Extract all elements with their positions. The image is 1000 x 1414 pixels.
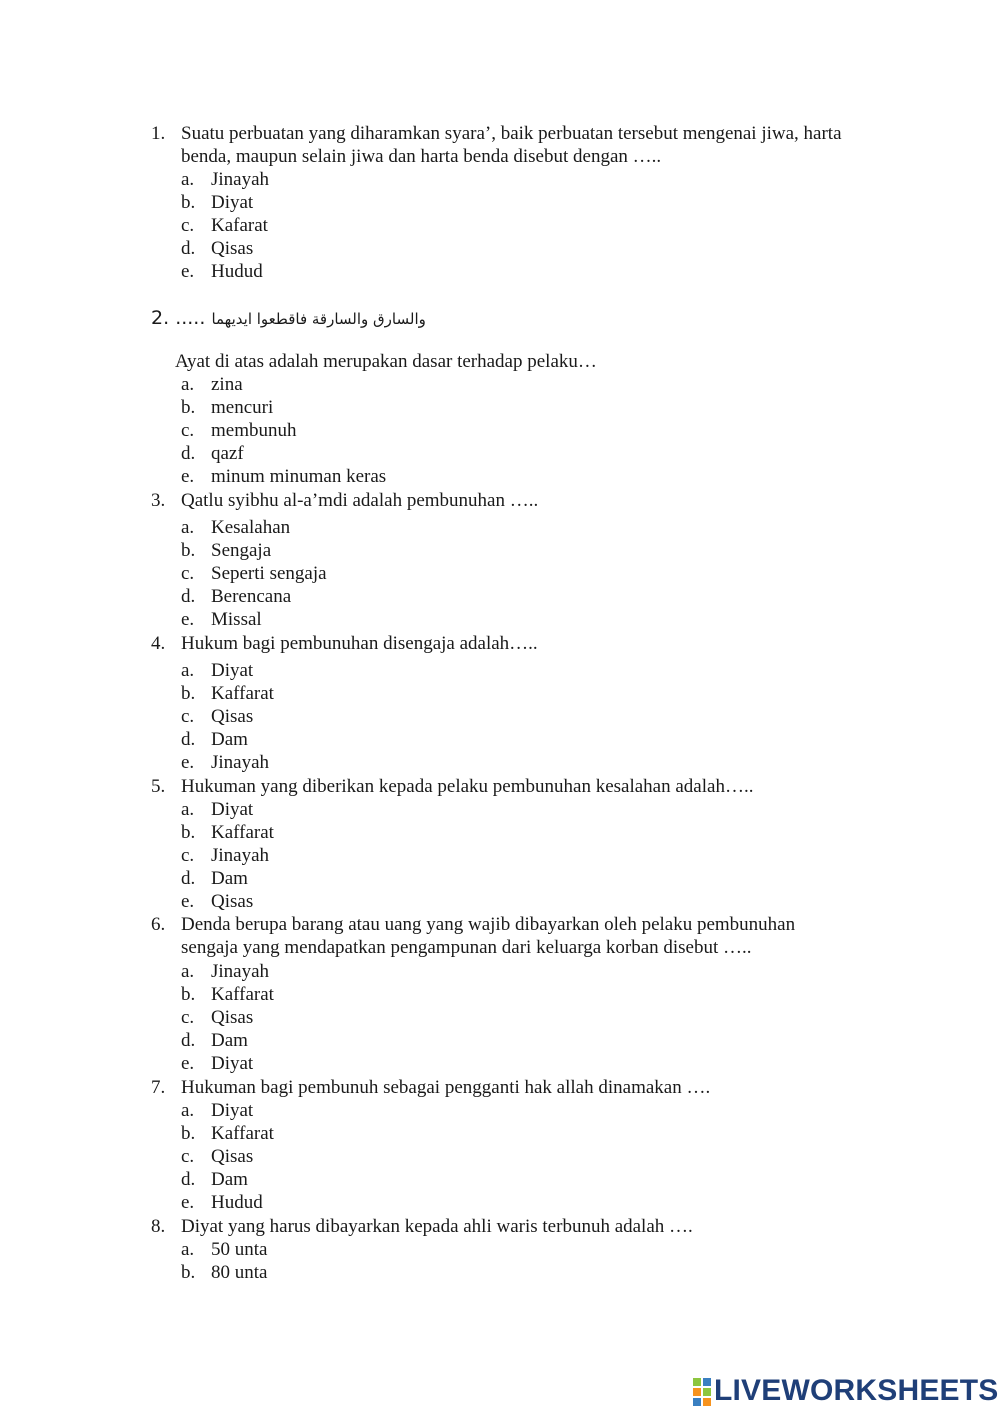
question-5-option-e-letter: e. <box>181 891 195 912</box>
question-2-option-a-letter: a. <box>181 374 195 395</box>
question-1-option-e-letter: e. <box>181 261 195 282</box>
question-6-option-a[interactable]: Jinayah <box>211 961 270 982</box>
question-5-number: 5. <box>151 776 166 797</box>
question-4-option-e-letter: e. <box>181 752 195 773</box>
question-2-option-a[interactable]: zina <box>211 374 243 395</box>
question-1-option-a-letter: a. <box>181 169 195 190</box>
question-2-option-b-letter: b. <box>181 397 196 418</box>
question-8-option-a[interactable]: 50 unta <box>211 1239 268 1260</box>
question-4-option-d-letter: d. <box>181 729 196 750</box>
question-6-text-line-2: sengaja yang mendapatkan pengampunan dari keluarga korban disebut ….. <box>181 937 752 958</box>
question-1-option-d-letter: d. <box>181 238 196 259</box>
question-2-dots: ..... <box>175 307 206 329</box>
question-8-option-b-letter: b. <box>181 1262 196 1283</box>
question-6-option-d-letter: d. <box>181 1030 196 1051</box>
question-2-option-c-letter: c. <box>181 420 195 441</box>
question-8-number: 8. <box>151 1216 166 1237</box>
question-7-option-d-letter: d. <box>181 1169 196 1190</box>
question-5-option-d[interactable]: Dam <box>211 868 248 889</box>
liveworksheets-logo <box>693 1374 999 1408</box>
question-2-option-d[interactable]: qazf <box>211 443 244 464</box>
question-4-option-d[interactable]: Dam <box>211 729 248 750</box>
question-7-option-b-letter: b. <box>181 1123 196 1144</box>
question-5-option-b[interactable]: Kaffarat <box>211 822 274 843</box>
question-2-option-d-letter: d. <box>181 443 196 464</box>
question-3-option-d-letter: d. <box>181 586 196 607</box>
question-2-text: Ayat di atas adalah merupakan dasar terhadap pelaku… <box>175 351 597 372</box>
question-7-option-c-letter: c. <box>181 1146 195 1167</box>
question-3-option-d[interactable]: Berencana <box>211 586 292 607</box>
question-4-number: 4. <box>151 633 166 654</box>
question-6-option-c[interactable]: Qisas <box>211 1007 254 1028</box>
question-3-option-c-letter: c. <box>181 563 195 584</box>
question-3-option-a-letter: a. <box>181 517 195 538</box>
question-5-option-a[interactable]: Diyat <box>211 799 254 820</box>
question-6-number: 6. <box>151 914 166 935</box>
question-8-text: Diyat yang harus dibayarkan kepada ahli waris terbunuh adalah …. <box>181 1216 693 1237</box>
question-4-option-e[interactable]: Jinayah <box>211 752 270 773</box>
question-7-option-e-letter: e. <box>181 1192 195 1213</box>
question-1-option-c[interactable]: Kafarat <box>211 215 268 236</box>
question-7-option-d[interactable]: Dam <box>211 1169 248 1190</box>
question-7-number: 7. <box>151 1077 166 1098</box>
question-1-number: 1. <box>151 123 166 144</box>
question-3-option-e[interactable]: Missal <box>211 609 262 630</box>
question-2-option-c[interactable]: membunuh <box>211 420 297 441</box>
question-1-option-c-letter: c. <box>181 215 195 236</box>
question-4-option-b[interactable]: Kaffarat <box>211 683 274 704</box>
question-3-number: 3. <box>151 490 166 511</box>
question-1-option-a[interactable]: Jinayah <box>211 169 270 190</box>
question-2-option-b[interactable]: mencuri <box>211 397 274 418</box>
question-7-option-a-letter: a. <box>181 1100 195 1121</box>
question-4-option-a[interactable]: Diyat <box>211 660 254 681</box>
question-1-option-b-letter: b. <box>181 192 196 213</box>
question-6-option-e-letter: e. <box>181 1053 195 1074</box>
question-1-option-e[interactable]: Hudud <box>211 261 263 282</box>
question-6-option-d[interactable]: Dam <box>211 1030 248 1051</box>
question-4-option-b-letter: b. <box>181 683 196 704</box>
question-2-arabic-verse: والسارق والسارقة فاقطعوا ايديهما <box>211 310 426 328</box>
question-5-text: Hukuman yang diberikan kepada pelaku pembunuhan kesalahan adalah….. <box>181 776 754 797</box>
question-1-text-line-1: Suatu perbuatan yang diharamkan syara’, baik perbuatan tersebut mengenai jiwa, harta <box>181 123 842 144</box>
question-1-option-b[interactable]: Diyat <box>211 192 254 213</box>
question-6-option-e[interactable]: Diyat <box>211 1053 254 1074</box>
question-8-option-a-letter: a. <box>181 1239 195 1260</box>
question-3-text: Qatlu syibhu al-a’mdi adalah pembunuhan ….. <box>181 490 539 511</box>
question-7-option-a[interactable]: Diyat <box>211 1100 254 1121</box>
question-5-option-a-letter: a. <box>181 799 195 820</box>
question-3-option-e-letter: e. <box>181 609 195 630</box>
question-6-option-a-letter: a. <box>181 961 195 982</box>
liveworksheets-logo-text: LIVEWORKSHEETS <box>714 1374 999 1407</box>
question-5-option-d-letter: d. <box>181 868 196 889</box>
question-2-option-e-letter: e. <box>181 466 195 487</box>
question-1-option-d[interactable]: Qisas <box>211 238 254 259</box>
liveworksheets-logo-icon <box>693 1376 711 1406</box>
question-4-option-c[interactable]: Qisas <box>211 706 254 727</box>
question-7-option-c[interactable]: Qisas <box>211 1146 254 1167</box>
question-4-text: Hukum bagi pembunuhan disengaja adalah….. <box>181 633 538 654</box>
question-3-option-b-letter: b. <box>181 540 196 561</box>
question-7-option-b[interactable]: Kaffarat <box>211 1123 274 1144</box>
question-7-text: Hukuman bagi pembunuh sebagai pengganti hak allah dinamakan …. <box>181 1077 711 1098</box>
question-4-option-a-letter: a. <box>181 660 195 681</box>
question-2-option-e[interactable]: minum minuman keras <box>211 466 387 487</box>
question-1-text-line-2: benda, maupun selain jiwa dan harta benda disebut dengan ….. <box>181 146 662 167</box>
question-4-option-c-letter: c. <box>181 706 195 727</box>
question-5-option-b-letter: b. <box>181 822 196 843</box>
question-3-option-b[interactable]: Sengaja <box>211 540 272 561</box>
question-8-option-b[interactable]: 80 unta <box>211 1262 268 1283</box>
question-5-option-c-letter: c. <box>181 845 195 866</box>
question-5-option-e[interactable]: Qisas <box>211 891 254 912</box>
question-6-option-c-letter: c. <box>181 1007 195 1028</box>
question-2-header <box>151 307 426 331</box>
question-6-option-b[interactable]: Kaffarat <box>211 984 274 1005</box>
question-2-number: 2. <box>151 307 170 329</box>
question-5-option-c[interactable]: Jinayah <box>211 845 270 866</box>
question-7-option-e[interactable]: Hudud <box>211 1192 263 1213</box>
question-6-text-line-1: Denda berupa barang atau uang yang wajib dibayarkan oleh pelaku pembunuhan <box>181 914 796 935</box>
question-3-option-c[interactable]: Seperti sengaja <box>211 563 327 584</box>
question-3-option-a[interactable]: Kesalahan <box>211 517 291 538</box>
question-6-option-b-letter: b. <box>181 984 196 1005</box>
